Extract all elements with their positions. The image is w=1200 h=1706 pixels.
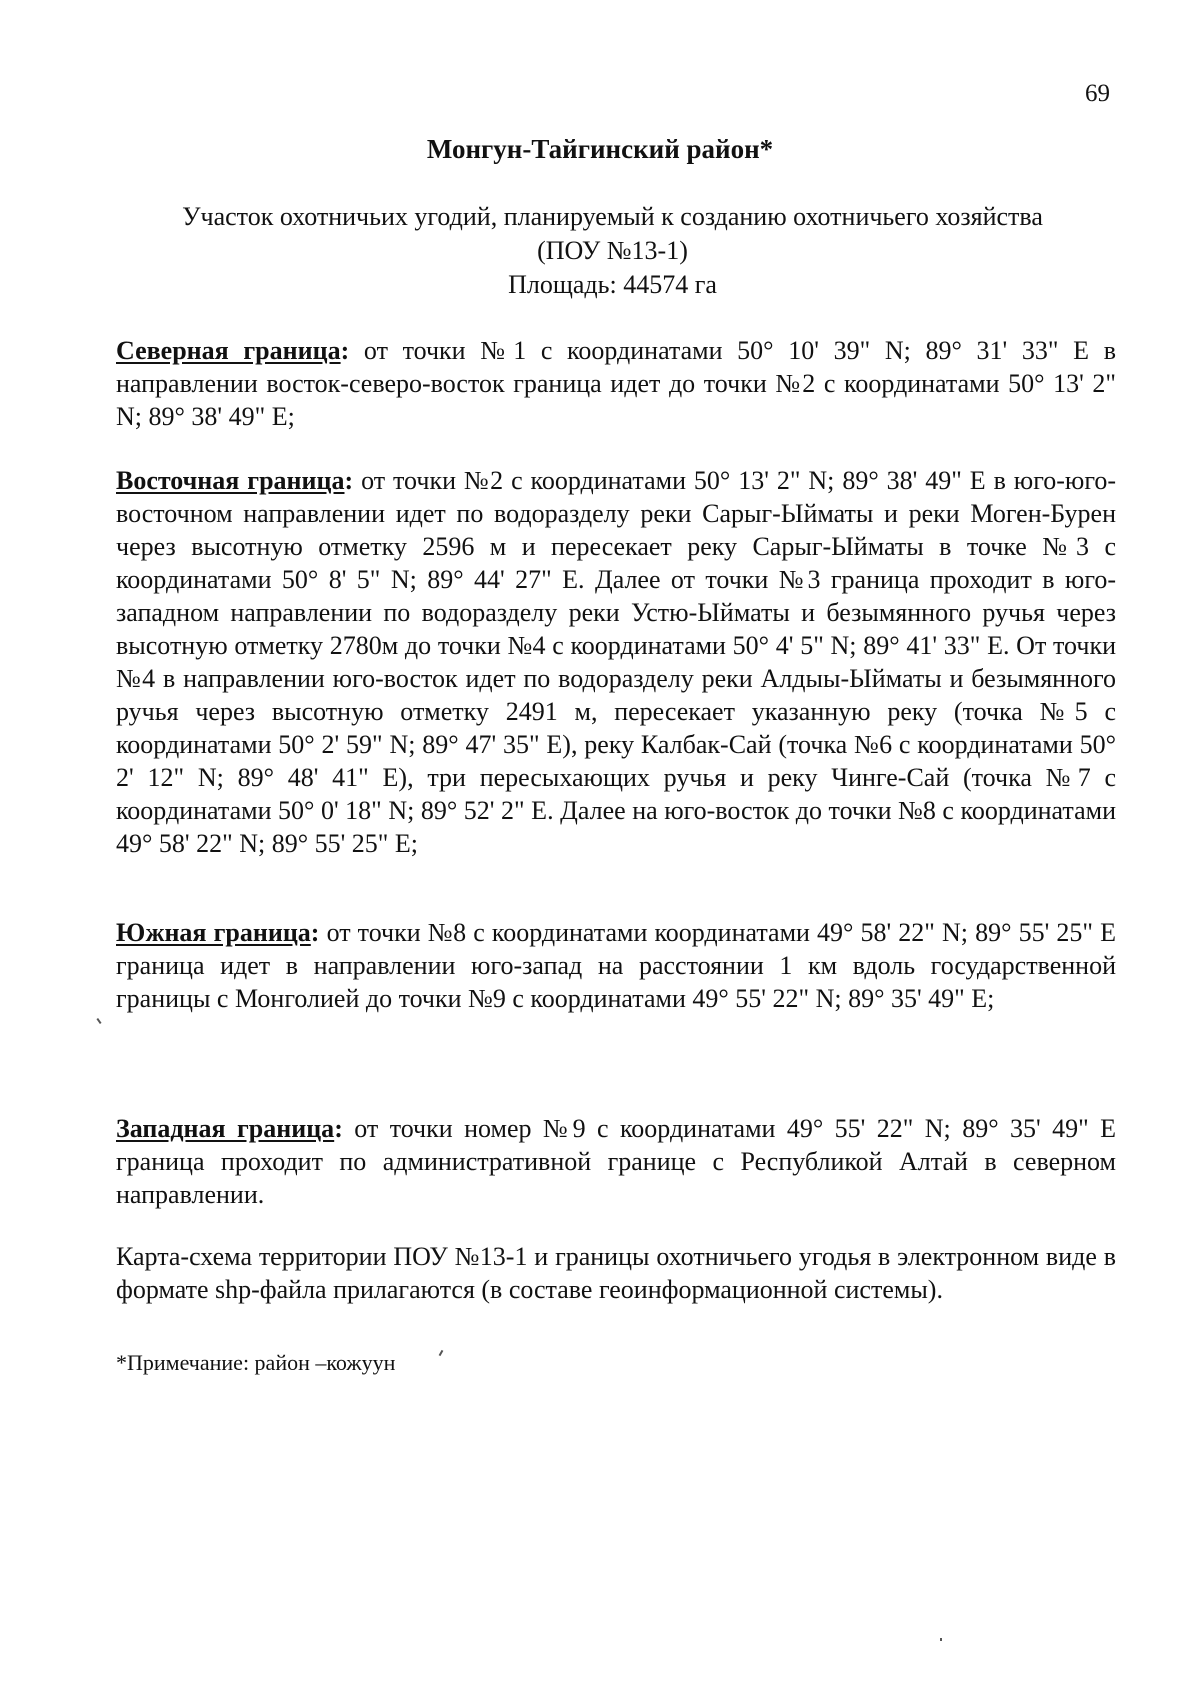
east-boundary-heading: Восточная граница	[116, 466, 345, 495]
scan-speck	[439, 1350, 444, 1356]
scan-speck	[940, 1638, 942, 1641]
subtitle-line-2: (ПОУ №13-1)	[537, 236, 688, 265]
west-boundary-section	[116, 1112, 1116, 1211]
south-boundary-section	[116, 916, 1116, 1015]
page-number: 69	[1085, 80, 1110, 107]
north-boundary-heading: Северная граница	[116, 336, 341, 365]
heading-colon: :	[310, 918, 320, 947]
subtitle-line-3: Площадь: 44574 га	[508, 270, 717, 299]
subtitle-line-1: Участок охотничьих угодий, планируемый к созданию охотничьего хозяйства	[182, 202, 1043, 231]
footnote: *Примечание: район –кожуун	[116, 1350, 396, 1375]
south-boundary-text: от точки №8 с координатами координатами 49° 58' 22" N; 89° 55' 25" E граница идет в направлении юго-запад на расстоянии 1 км вдоль государственной границы с Монголией до точки №9 с координатами 49° 55' 22" N; 89° 35' 49" E;	[116, 918, 1116, 1013]
document-title: Монгун-Тайгинский район*	[426, 134, 774, 164]
heading-colon: :	[334, 1114, 343, 1143]
north-boundary-text: от точки №1 с координатами 50° 10' 39" N; 89° 31' 33" E в направлении восток-северо-восток граница идет до точки №2 с координатами 50° 13' 2" N; 89° 38' 49" E;	[116, 336, 1116, 431]
scan-speck	[96, 1018, 101, 1024]
heading-colon: :	[344, 466, 354, 495]
heading-colon: :	[340, 336, 350, 365]
west-boundary-heading: Западная граница	[116, 1114, 335, 1143]
south-boundary-heading: Южная граница	[116, 918, 311, 947]
east-boundary-text: от точки №2 с координатами 50° 13' 2" N; 89° 38' 49" E в юго-юго-восточном направлении идет по водоразделу реки Сарыг-Ыйматы и реки Моген-Бурен через высотную отметку 2596 м и пересекает реку Сарыг-Ыйматы в точке №3 с координатами 50° 8' 5" N; 89° 44' 27" E. Далее от точки №3 граница проходит в юго-западном направлении по водоразделу реки Устю-Ыйматы и безымянного ручья через высотную отметку 2780м до точки №4 с координатами 50° 4' 5" N; 89° 41' 33" E. От точки №4 в направлении юго-восток идет по водоразделу реки Алдыы-Ыйматы и безымянного ручья через высотную отметку 2491 м, пересекает указанную реку (точка №5 с координатами 50° 2' 59" N; 89° 47' 35" E), реку Калбак-Сай (точка №6 с координатами 50° 2' 12" N; 89° 48' 41" E), три пересыхающих ручья и реку Чинге-Сай (точка №7 с координатами 50° 0' 18" N; 89° 52' 2" E. Далее на юго-восток до точки №8 с координатами 49° 58' 22" N; 89° 55' 25" E;	[116, 466, 1116, 858]
west-boundary-text: от точки номер №9 с координатами 49° 55' 22" N; 89° 35' 49" E граница проходит по административной границе с Республикой Алтай в северном направлении.	[116, 1114, 1116, 1209]
north-boundary-section	[116, 334, 1116, 433]
map-note-paragraph: Карта-схема территории ПОУ №13-1 и границы охотничьего угодья в электронном виде в формате shp-файла прилагаются (в составе геоинформационной системы).	[116, 1242, 1116, 1304]
east-boundary-section	[116, 464, 1116, 860]
document-subtitle	[0, 200, 1200, 302]
